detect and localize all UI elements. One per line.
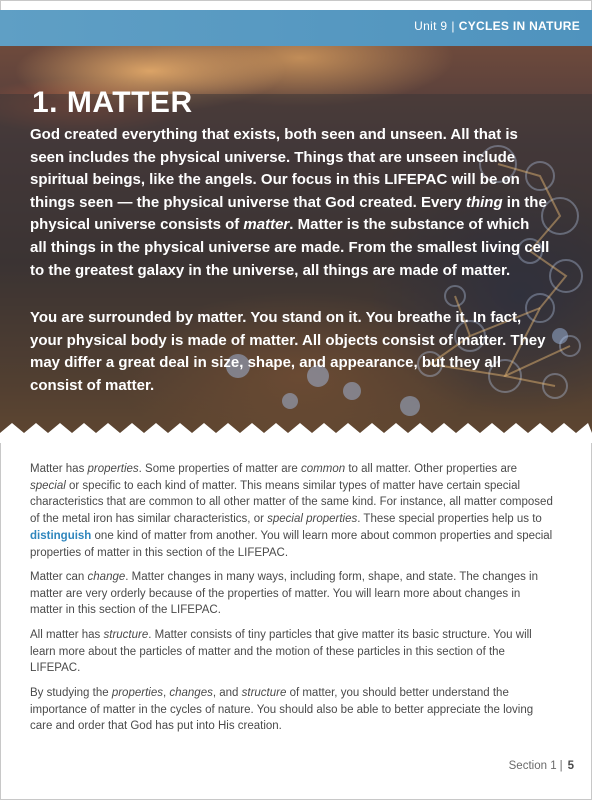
hero-p1-text-a: God created everything that exists, both seen and unseen. All that is seen includes the physical universe. Things that are unseen include spiritual beings, like the angels. Our focus in this LIFEPAC will be on things seen — the physical universe that God created. Every: [30, 126, 520, 211]
body-p4-emphasis-changes: changes: [169, 687, 213, 699]
body-p1-text-e: . These special properties help us to: [357, 513, 542, 526]
body-paragraph-change: [30, 569, 556, 619]
hero-image: [0, 46, 592, 441]
hero-p1-text-c: . Matter is the substance of which all things in the physical universe are made. From the smallest living cell to the greatest galaxy in the universe, all things are made of matter.: [30, 216, 550, 279]
hero-paragraph-1: [30, 124, 550, 282]
body-p1-emphasis-special-properties: special properties: [267, 513, 358, 526]
body-p4-emphasis-structure: structure: [241, 687, 287, 699]
body-p4-emphasis-properties: properties: [111, 687, 163, 699]
body-p3-text-b: . Matter consists of tiny particles that give matter its basic structure. You will learn more about the particles of matter and the motion of these particles in this section of the LIFEPAC.: [30, 629, 532, 675]
body-p1-text-d: or specific to each kind of matter. This means similar types of matter have certain special characteristics that are common to all other matter of the same kind. For instance, all matter composed of the metal iron has similar characteristics, or: [30, 479, 553, 526]
body-p1-text-a: Matter has: [30, 463, 88, 475]
unit-topic: CYCLES IN NATURE: [458, 19, 580, 33]
body-p2-text-a: Matter can: [30, 571, 88, 583]
hero-p1-emphasis-thing: thing: [465, 193, 503, 211]
body-paragraph-properties: [30, 461, 556, 561]
unit-label: Unit 9: [414, 19, 448, 33]
body-paragraph-summary: [30, 685, 556, 735]
hero-p1-emphasis-matter: matter: [243, 216, 290, 234]
body-p2-emphasis-change: change: [87, 571, 126, 583]
hero-paragraph-2: You are surrounded by matter. You stand on it. You breathe it. In fact, your physical body is made of matter. All objects consist of matter. They may differ a great deal in size, shape, and appearance, but they all consist of matter.: [30, 309, 546, 394]
footer-section-label: Section 1: [508, 760, 557, 772]
body-p1-text-c: to all matter. Other properties are: [345, 463, 518, 475]
body-p1-text-f: one kind of matter from another. You will learn more about common properties and special properties of matter in this section of the LIFEPAC.: [30, 529, 553, 559]
unit-header-banner: [0, 10, 592, 46]
page-footer: [509, 760, 574, 772]
hero-p1-text-b: in the physical universe consists of: [30, 193, 547, 234]
body-p3-text-a: All matter has: [30, 629, 104, 641]
zigzag-divider: [0, 421, 592, 443]
body-p2-text-b: . Matter changes in many ways, including form, shape, and state. The changes in matter are very orderly because of the properties of matter. You will learn more about changes in matter in this section of the LIFEPAC.: [30, 571, 539, 617]
body-p4-text-a: By studying the: [30, 687, 112, 699]
page-number: 5: [567, 760, 574, 772]
body-p3-emphasis-structure: structure: [103, 629, 149, 641]
unit-separator: |: [451, 19, 455, 33]
body-p1-text-b: . Some properties of matter are: [138, 463, 302, 475]
body-p4-text-d: of matter, you should better understand the importance of matter in the cycles of nature. You should also be able to better appreciate the loving care and order that God has put into His creation.: [30, 687, 534, 733]
unit-header-text: [414, 19, 580, 33]
body-p1-emphasis-special: special: [30, 479, 66, 492]
footer-separator: |: [559, 760, 563, 772]
vocabulary-word-distinguish[interactable]: distinguish: [30, 529, 92, 542]
body-p4-text-c: , and: [212, 687, 242, 699]
body-paragraph-structure: [30, 627, 556, 677]
body-p4-text-b: ,: [162, 687, 170, 699]
body-p1-emphasis-properties: properties: [87, 463, 139, 475]
body-p1-emphasis-common: common: [301, 463, 346, 475]
section-title: 1. MATTER: [32, 86, 193, 119]
